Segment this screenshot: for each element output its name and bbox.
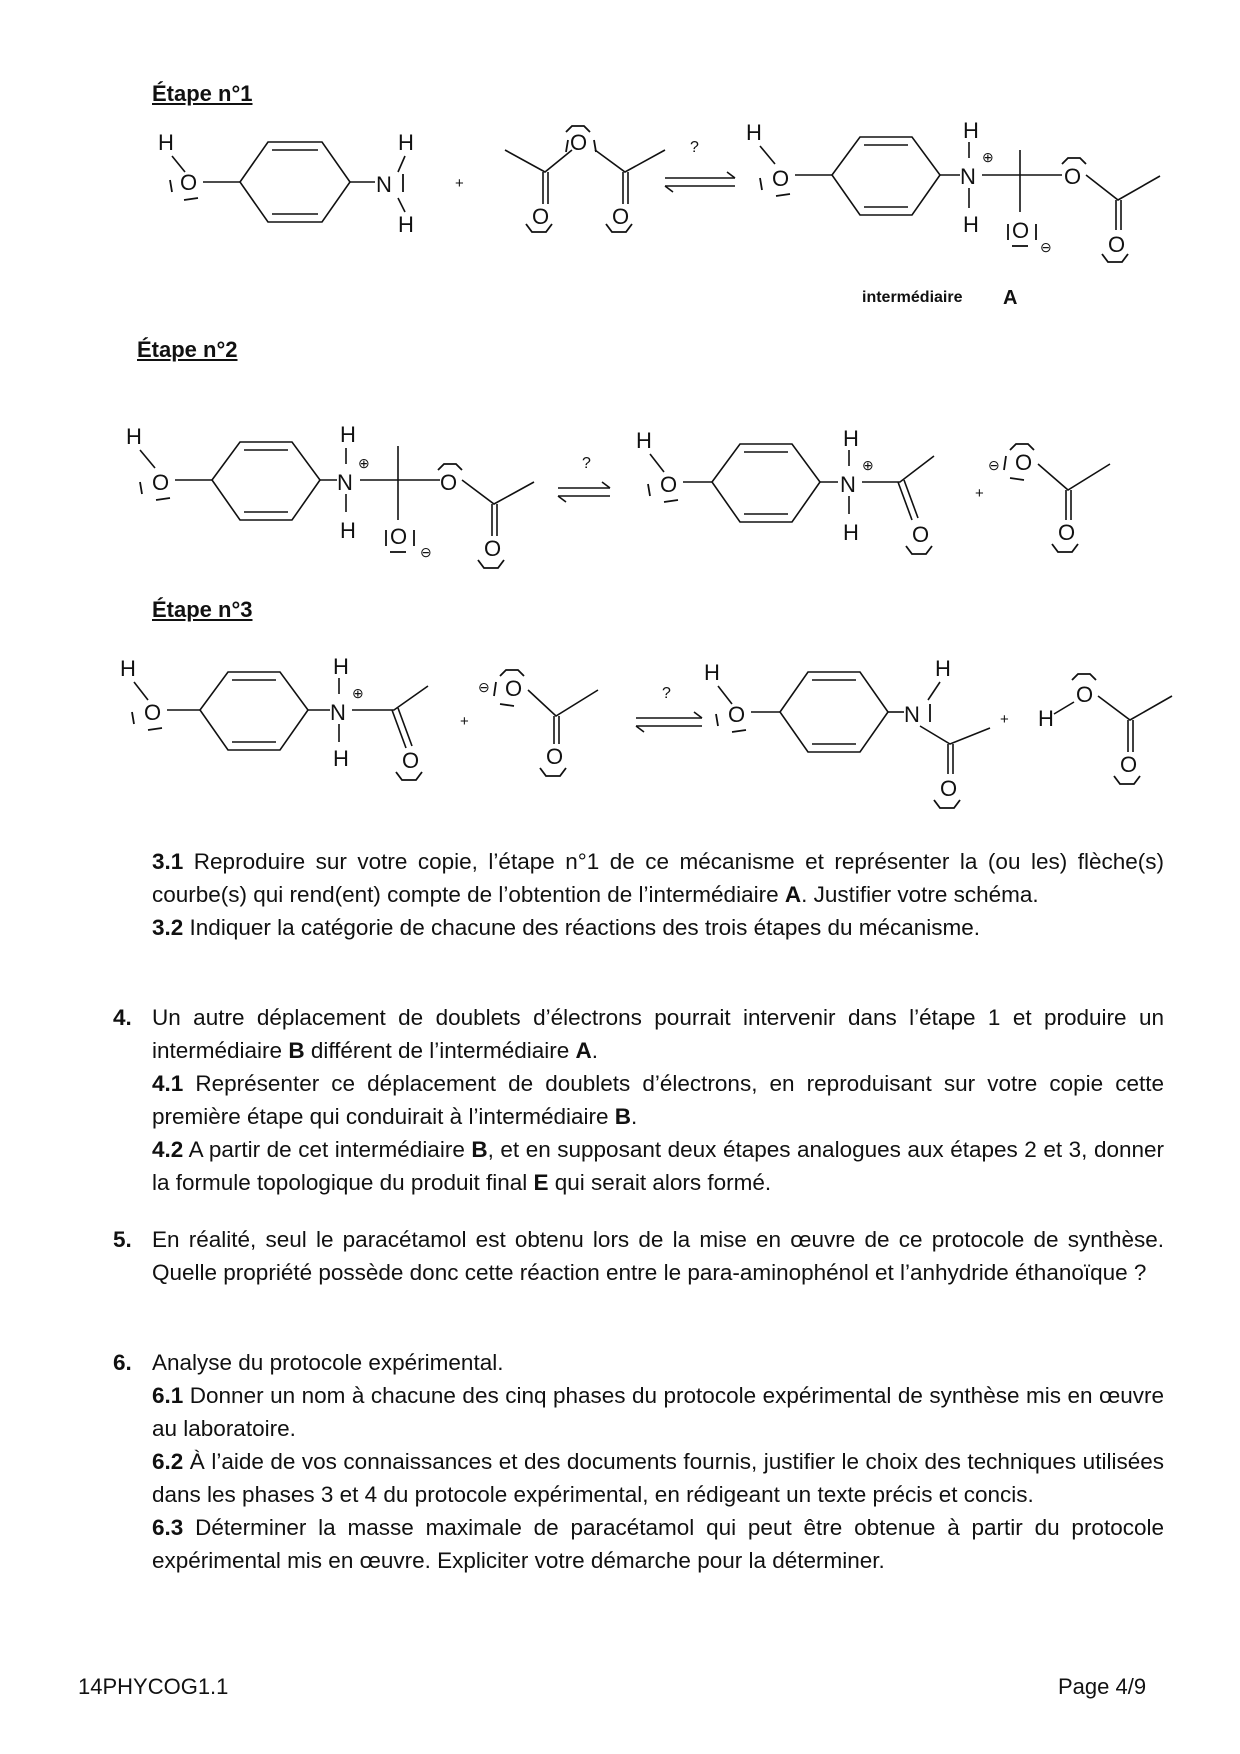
question-number: 4. xyxy=(113,1005,132,1030)
atom-h: H xyxy=(398,212,414,237)
anhydride-structure xyxy=(505,126,665,232)
step-1-title: Étape n°1 xyxy=(152,81,253,106)
atom-o: O xyxy=(440,470,458,495)
atom-o: O xyxy=(180,170,198,195)
svg-text:⊕: ⊕ xyxy=(358,455,370,471)
question-mark: ? xyxy=(662,685,671,702)
atom-h: H xyxy=(963,212,979,237)
bold-letter: B xyxy=(471,1137,488,1162)
question-6-3 xyxy=(152,1511,1164,1577)
acetate-structure xyxy=(988,444,1110,552)
atom-h: H xyxy=(843,426,859,451)
question-number: 4.1 xyxy=(152,1071,184,1096)
atom-h: H xyxy=(746,120,762,145)
paracetamol-structure xyxy=(704,656,990,808)
svg-text:⊖: ⊖ xyxy=(420,544,432,560)
atom-n: N xyxy=(960,164,976,189)
atom-o: O xyxy=(1064,164,1082,189)
atom-o: O xyxy=(570,130,588,155)
footer-code: 14PHYCOG1.1 xyxy=(78,1674,229,1699)
question-3-1 xyxy=(152,845,1164,911)
question-4-1 xyxy=(152,1067,1164,1133)
step-2-scheme xyxy=(0,420,1240,570)
step-1-scheme xyxy=(0,120,1240,320)
atom-o: O xyxy=(484,536,502,561)
atom-n: N xyxy=(337,470,353,495)
footer-page-number: Page 4/9 xyxy=(1058,1674,1147,1699)
question-4 xyxy=(113,1001,1164,1199)
svg-text:⊖: ⊖ xyxy=(1040,239,1052,255)
question-number: 5. xyxy=(113,1227,132,1252)
question-text: . xyxy=(591,1038,599,1063)
intermediate-a-structure xyxy=(746,118,1160,262)
svg-text:⊖: ⊖ xyxy=(988,457,1000,473)
bold-letter: B xyxy=(614,1104,631,1129)
atom-o: O xyxy=(144,700,162,725)
question-text: . Justifier votre schéma. xyxy=(801,882,1039,907)
plus-sign: + xyxy=(455,175,464,192)
atom-o: O xyxy=(1015,450,1033,475)
question-text: . xyxy=(631,1104,638,1129)
atom-n: N xyxy=(904,702,920,727)
atom-h: H xyxy=(1038,706,1054,731)
question-3-sub xyxy=(152,845,1164,944)
question-number: 6.2 xyxy=(152,1449,184,1474)
protonated-amide-structure-step3 xyxy=(120,654,428,780)
atom-h: H xyxy=(120,656,136,681)
question-number: 4.2 xyxy=(152,1137,184,1162)
bold-letter: A xyxy=(784,882,802,907)
plus-sign: + xyxy=(975,485,984,502)
step-3-title: Étape n°3 xyxy=(152,597,253,622)
question-6 xyxy=(113,1346,1164,1577)
question-3-2 xyxy=(152,911,1164,944)
atom-o: O xyxy=(1108,232,1126,257)
atom-o: O xyxy=(532,204,550,229)
equilibrium-arrow xyxy=(558,455,610,502)
atom-o: O xyxy=(1076,682,1094,707)
atom-o: O xyxy=(402,748,420,773)
question-6-1 xyxy=(152,1379,1164,1445)
atom-o: O xyxy=(940,776,958,801)
question-number: 3.1 xyxy=(152,849,184,874)
question-5 xyxy=(113,1223,1164,1289)
atom-o: O xyxy=(505,676,523,701)
svg-text:⊕: ⊕ xyxy=(862,457,874,473)
atom-h: H xyxy=(963,118,979,143)
bold-letter: A xyxy=(575,1038,592,1063)
protonated-amide-structure xyxy=(636,426,934,554)
atom-o: O xyxy=(1012,218,1030,243)
atom-n: N xyxy=(840,472,856,497)
question-text: qui serait alors formé. xyxy=(548,1170,772,1195)
question-4-2 xyxy=(152,1133,1164,1199)
question-text: Reproduire sur votre copie, l’étape n°1 de ce mécanisme et représenter la (ou les) flèche(s) courbe(s) qui rend(ent) compte de l’obtention de l’intermédiaire xyxy=(152,849,1164,907)
atom-o: O xyxy=(660,472,678,497)
svg-text:⊕: ⊕ xyxy=(352,685,364,701)
atom-o: O xyxy=(728,702,746,727)
plus-sign: + xyxy=(1000,711,1009,728)
question-mark: ? xyxy=(690,139,699,156)
atom-h: H xyxy=(398,130,414,155)
atom-h: H xyxy=(843,520,859,545)
question-number: 3.2 xyxy=(152,915,184,940)
atom-h: H xyxy=(126,424,142,449)
atom-o: O xyxy=(1120,752,1138,777)
question-number: 6.1 xyxy=(152,1383,184,1408)
question-text: Un autre déplacement de doublets d’électrons pourrait intervenir dans l’étape 1 et produire un intermédiaire xyxy=(152,1005,1164,1063)
plus-sign: + xyxy=(460,713,469,730)
atom-n: N xyxy=(330,700,346,725)
question-number: 6. xyxy=(113,1350,132,1375)
acetate-structure-step3 xyxy=(478,670,598,776)
svg-text:⊕: ⊕ xyxy=(982,149,994,165)
atom-h: H xyxy=(340,422,356,447)
intermediate-letter: A xyxy=(1003,287,1018,309)
atom-h: H xyxy=(333,654,349,679)
atom-h: H xyxy=(935,656,951,681)
intermediate-a-structure-step2 xyxy=(126,422,534,568)
atom-o: O xyxy=(152,470,170,495)
svg-text:⊖: ⊖ xyxy=(478,679,490,695)
acetic-acid-structure xyxy=(1038,674,1172,784)
atom-o: O xyxy=(612,204,630,229)
atom-o: O xyxy=(772,166,790,191)
atom-h: H xyxy=(704,660,720,685)
bold-letter: E xyxy=(533,1170,549,1195)
atom-o: O xyxy=(912,522,930,547)
question-text: Déterminer la masse maximale de paracétamol qui peut être obtenue à partir du protocole expérimental mis en œuvre. Expliciter votre démarche pour la déterminer. xyxy=(152,1515,1164,1573)
bold-letter: B xyxy=(288,1038,305,1063)
atom-n: N xyxy=(376,172,392,197)
para-aminophenol-structure xyxy=(158,130,414,237)
question-4-intro xyxy=(152,1001,1164,1067)
question-mark: ? xyxy=(582,455,591,472)
question-text: , et en supposant deux étapes analogues aux étapes 2 et 3, donner la formule topologique du produit final xyxy=(152,1137,1165,1195)
question-text: Représenter ce déplacement de doublets d’électrons, en reproduisant sur votre copie cette première étape qui conduirait à l’intermédiaire xyxy=(152,1071,1164,1129)
question-text: Donner un nom à chacune des cinq phases du protocole expérimental de synthèse mis en œuvre au laboratoire. xyxy=(152,1383,1164,1441)
question-text: En réalité, seul le paracétamol est obtenu lors de la mise en œuvre de ce protocole de synthèse. Quelle propriété possède donc cette réaction entre le para-aminophénol et l’anhydride éthanoïque ? xyxy=(152,1227,1164,1285)
question-text: Indiquer la catégorie de chacune des réactions des trois étapes du mécanisme. xyxy=(189,915,981,940)
question-text: À l’aide de vos connaissances et des documents fournis, justifier le choix des techniques utilisées dans les phases 3 et 4 du protocole expérimental, en rédigeant un texte précis et concis. xyxy=(152,1449,1164,1507)
question-number: 6.3 xyxy=(152,1515,184,1540)
question-text: A partir de cet intermédiaire xyxy=(188,1137,472,1162)
atom-h: H xyxy=(333,746,349,771)
equilibrium-arrow xyxy=(665,139,735,192)
question-text: Analyse du protocole expérimental. xyxy=(152,1350,504,1375)
atom-h: H xyxy=(158,130,174,155)
equilibrium-arrow xyxy=(636,685,702,732)
atom-o: O xyxy=(1058,520,1076,545)
intermediate-label: intermédiaire xyxy=(862,289,963,306)
step-2-title: Étape n°2 xyxy=(137,337,238,362)
question-text: différent de l’intermédiaire xyxy=(304,1038,576,1063)
atom-h: H xyxy=(636,428,652,453)
atom-o: O xyxy=(546,744,564,769)
atom-h: H xyxy=(340,518,356,543)
step-3-scheme xyxy=(0,650,1240,810)
atom-o: O xyxy=(390,524,408,549)
question-6-2 xyxy=(152,1445,1164,1511)
